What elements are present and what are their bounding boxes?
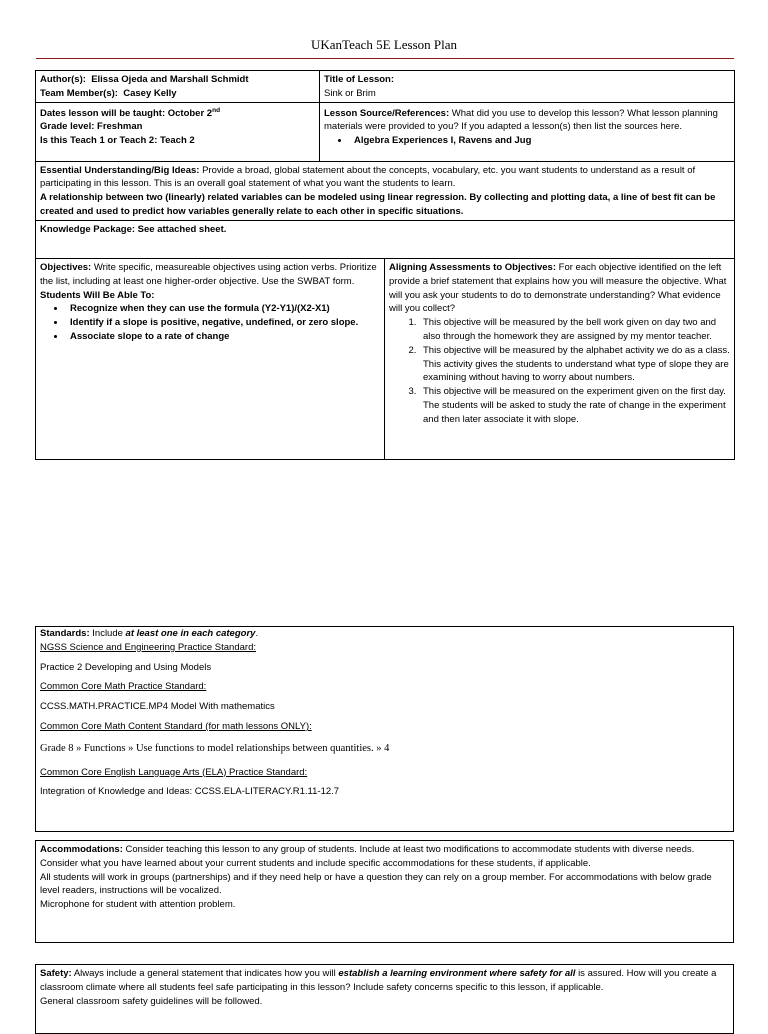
assessments-label: Aligning Assessments to Objectives: (389, 262, 556, 273)
objectives-prompt: Write specific, measureable objectives using action verbs. Prioritize the list, including at least one higher-order objective. Use the SWBAT form. (40, 262, 377, 287)
objective-item: • Associate slope to a rate of change (66, 330, 380, 344)
swbat-heading: Students Will Be Able To: (40, 289, 155, 301)
team-value: Casey Kelly (123, 87, 177, 99)
math-practice-value: CCSS.MATH.PRACTICE.MP4 Model With mathematics (40, 701, 275, 713)
source-prompt: What did you use to develop this lesson? What lesson planning materials were provided to you? If you adapted a lesson(s) then list the sources here. (324, 107, 718, 133)
safety-line-1: General classroom safety guidelines will be followed. (40, 995, 263, 1007)
ngss-label: NGSS Science and Engineering Practice Standard: (40, 641, 256, 653)
ela-label: Common Core English Language Arts (ELA) Practice Standard: (40, 766, 308, 778)
essential-answer: A relationship between two (linearly) related variables can be modeled using linear regression. By collecting and plotting data, a line of best fit can be created and used to predict how variables generally relate to each other in specific situations. (40, 192, 716, 217)
standards-intro: Include (92, 628, 123, 639)
objectives-table (35, 258, 735, 460)
essential-prompt: Provide a broad, global statement about the concepts, vocabulary, etc. you want students to understand as a result of participating in this lesson. This is an overall goal statement of what you want the students to learn. (40, 164, 696, 190)
document-title: UKanTeach 5E Lesson Plan (310, 37, 458, 52)
knowledge-package-cell (36, 220, 735, 258)
authors-value: Elissa Ojeda and Marshall Schmidt (91, 74, 249, 85)
standards-box: Standards: Include at least one in each category. NGSS Science and Engineering Practice Standard: Practice 2 Developing and Using Models Common Core Math Practice Standard: CCSS.MATH.PRACTICE.MP4 Model With mathematics Common Core Math Content Standard (for math lessons ONLY): Grade 8 » Functions » Use functions to model relationships between quantities. » 4 Common Core English Language Arts (ELA) Practice Standard: Integration of Knowledge and Ideas: CCSS.ELA-LITERACY.R1.11-12.7 (35, 626, 734, 832)
ngss-value: Practice 2 Developing and Using Models (40, 661, 212, 673)
source-label: Lesson Source/References: (324, 107, 450, 119)
knowledge-package: Knowledge Package: See attached sheet. (40, 223, 227, 235)
assessment-item: 3. This objective will be measured on the experiment given on the first day. The students will be asked to study the rate of change in the experiment and then later associate it with slope. (419, 385, 730, 426)
lesson-title-label: Title of Lesson: (324, 74, 395, 85)
safety-prompt-emphasis: establish a learning environment where safety for all (338, 968, 576, 979)
lesson-source-cell (320, 102, 735, 161)
assessments-prompt: For each objective identified on the left provide a brief statement that explains how you will measure the objective. What will you ask your students to do to demonstrate understanding? What evidence will you collect? (389, 262, 727, 315)
accommodations-prompt: Consider teaching this lesson to any group of students. Include at least two modifications to accommodate students with diverse needs. Consider what you have learned about your current students and include specific accommodations for these students, if applicable. (40, 844, 695, 869)
assessment-item: 2. This objective will be measured by the alphabet activity we do as a class. This activity gives the students to understand what type of slope they are examining without having to worry about numbers. (419, 344, 730, 385)
dates-cell (36, 102, 320, 161)
essential-understanding-cell (36, 161, 735, 220)
grade-level: Grade level: Freshman (40, 121, 143, 133)
authors-label: Author(s): (40, 74, 86, 85)
math-content-label: Common Core Math Content Standard (for math lessons ONLY): (40, 720, 312, 732)
dates-sup: nd (212, 106, 221, 114)
ela-value: Integration of Knowledge and Ideas: CCSS.ELA-LITERACY.R1.11-12.7 (40, 786, 340, 798)
authors-line (40, 73, 315, 87)
math-practice-label: Common Core Math Practice Standard: (40, 681, 207, 693)
assessments-cell (385, 259, 735, 460)
lesson-title-value: Sink or Brim (324, 87, 376, 99)
teach-number: Is this Teach 1 or Teach 2: Teach 2 (40, 135, 195, 147)
assessment-item: 1. This objective will be measured by the bell work given on day two and also through the homework they are assigned by my mentor teacher. (419, 316, 730, 344)
essential-label: Essential Understanding/Big Ideas: (40, 164, 200, 176)
team-line (40, 87, 315, 101)
lesson-title-cell (320, 71, 735, 103)
assessments-list (389, 316, 730, 426)
accommodations-line-1: All students will work in groups (partnerships) and if they need help or have a question they can rely on a group member. For accommodations with below grade level readers, instructions will be vocalized. (40, 871, 712, 897)
safety-prompt-a: Always include a general statement that indicates how you will (73, 968, 336, 979)
accommodations-label: Accommodations: (40, 844, 123, 855)
safety-prompt-b: is assured. How will you create a classroom climate where all students feel safe participating in this lesson? Include safety concerns specific to this lesson, if applicable. (40, 968, 717, 993)
objectives-list (40, 302, 380, 343)
objective-item: • Recognize when they can use the formula (Y2-Y1)/(X2-X1) (66, 302, 380, 316)
accommodations-box (35, 840, 734, 943)
objectives-cell (36, 259, 385, 460)
team-label: Team Member(s): (40, 87, 118, 99)
lesson-info-table (35, 70, 735, 259)
dates-text: Dates lesson will be taught: October 2 (40, 107, 213, 119)
standards-intro-emphasis: at least one in each category (125, 628, 256, 639)
authors-cell (36, 71, 320, 103)
header-rule (36, 58, 734, 59)
accommodations-line-2: Microphone for student with attention problem. (40, 899, 236, 911)
standards-label: Standards: (40, 628, 90, 639)
math-content-value: Grade 8 » Functions » Use functions to model relationships between quantities. » 4 (40, 742, 390, 754)
source-item: Algebra Experiences I, Ravens and Jug (354, 135, 532, 147)
objective-item: • Identify if a slope is positive, negative, undefined, or zero slope. (66, 316, 380, 330)
objectives-label: Objectives: (40, 262, 92, 273)
safety-label: Safety: (40, 968, 72, 979)
